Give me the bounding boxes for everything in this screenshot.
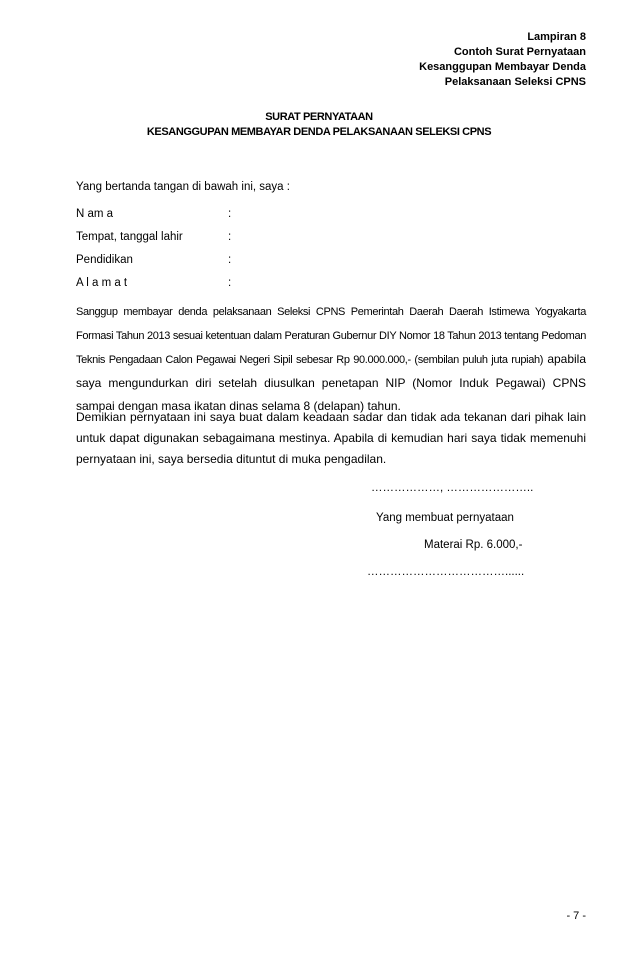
field-colon: :: [228, 208, 232, 220]
field-colon: :: [228, 277, 232, 289]
statement-text-part-1: Sanggup membayar denda pelaksanaan Seleksi CPNS Pemerintah Daerah Daerah Istimewa Yogyakarta Formasi Tahun 2013 sesuai ketentuan dalam Peraturan Gubernur DIY Nomor 18 Tahun 2013 tentang Pedoman Teknis Pengadaan Calon Pegawai Negeri Sipil sebesar Rp 90.000.000,- (sembilan puluh juta rupiah): [76, 306, 586, 366]
field-colon: :: [228, 254, 232, 266]
title-line-1: SURAT PERNYATAAN: [265, 111, 373, 123]
header-line-4: Pelaksanaan Seleksi CPNS: [444, 76, 586, 88]
signature-name-line: ………………………………......: [367, 566, 525, 578]
statement-text-part-2: apabila saya mengundurkan diri setelah diusulkan penetapan NIP (Nomor Induk Pegawai) CPNS sampai dengan masa ikatan dinas selama 8 (delapan) tahun.: [76, 352, 587, 413]
statement-paragraph: [76, 300, 586, 418]
header-line-3: Kesanggupan Membayar Denda: [419, 61, 586, 73]
intro-text: Yang bertanda tangan di bawah ini, saya :: [76, 181, 290, 193]
header-line-2: Contoh Surat Pernyataan: [453, 46, 586, 58]
field-label-address: A l a m a t: [76, 277, 128, 289]
page-number: - 7 -: [566, 910, 586, 922]
title-line-2: KESANGGUPAN MEMBAYAR DENDA PELAKSANAAN SELEKSI CPNS: [146, 126, 492, 138]
document-title: [0, 110, 638, 140]
field-label-name: N am a: [76, 208, 114, 220]
field-colon: :: [228, 231, 232, 243]
closing-paragraph: Demikian pernyataan ini saya buat dalam keadaan sadar dan tidak ada tekanan dari pihak lain untuk dapat digunakan sebagaimana mestinya. Apabila di kemudian hari saya tidak memenuhi pernyataan ini, saya bersedia dituntut di muka pengadilan.: [76, 410, 586, 466]
field-label-education: Pendidikan: [76, 254, 133, 266]
place-date-line: ………………, …………………..: [371, 482, 534, 494]
field-label-birth: Tempat, tanggal lahir: [76, 231, 183, 243]
attachment-header: [419, 30, 586, 90]
signer-label: Yang membuat pernyataan: [376, 512, 514, 524]
stamp-duty-label: Materai Rp. 6.000,-: [424, 539, 523, 551]
header-line-1: Lampiran 8: [527, 31, 586, 43]
